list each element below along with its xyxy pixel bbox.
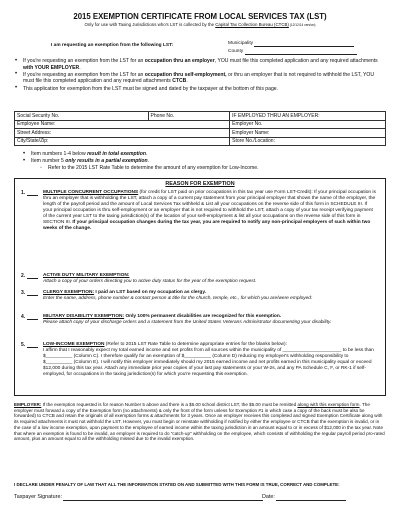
instruction-item: • If you're requesting an exemption from the LST for an occupation thru self-employment, or thru an employer that is not required to withhold the LST, YOU must file this completed application and any required attachments CTCB. — [14, 72, 386, 85]
county-field[interactable] — [245, 50, 357, 55]
form-title: 2015 EXEMPTION CERTIFICATE FROM LOCAL SERVICES TAX (LST) — [73, 12, 327, 21]
taxpayer-info-table — [14, 111, 386, 146]
reason-heading: LOW-INCOME EXEMPTION — [43, 342, 105, 347]
reason-item-1: 1. MULTIPLE CONCURRENT OCCUPATIONS (for credit for LST paid on prior occupations in this tax year use Form LST-Credit): If your principal occupation is thru an employer that is withholding the LST, attach a copy of a current pay statement from your principal employer that shows the name of the employer, the length of the payroll period and the amount of Local Services Tax withheld & List all your occupations on the reverse side of this form in SCHEDULE III. If your principal occupation is thru self-employment or an employer that is not required to withhold the LST, attach a copy of your tax receipt verifying payment of the current year LST to the taxing jurisdiction(s) of the location of your self-employment & list all your occupations on the reverse side of this form in SECTION III. If your principal occupation changes during the tax year, you are required to notify any non-principal employers of such within two weeks of the change. — [21, 190, 376, 231]
municipality-label: Municipality — [228, 41, 254, 46]
declaration: I DECLARE UNDER PENALTY OF LAW THAT ALL THE INFORMATION STATED ON AND SUBMITTED WITH THIS FORM IS TRUE, CORRECT AND COMPLETE: — [14, 482, 340, 487]
reason-checkbox-blank[interactable] — [27, 347, 38, 348]
reason-number: 4. — [21, 314, 26, 320]
request-label: I am requesting an exemption from the following LST: — [51, 43, 174, 48]
date-field[interactable] — [276, 495, 346, 501]
phone-cell[interactable]: Phone No. — [148, 112, 230, 121]
county-row — [228, 49, 357, 55]
reason-heading: MILITARY DISABILITY EXEMPTION: — [43, 314, 125, 319]
table-row — [15, 120, 386, 129]
items-note-subline: ◦ Refer to the 2015 LST Rate Table to determine the amount of any exemption for Low-Income. — [40, 165, 259, 172]
instruction-item: • If you're requesting an exemption from the LST for an occupation thru an employer, YOU must file this completed application and any required attachments with YOUR EMPLOYER. — [14, 58, 386, 71]
store-location-cell[interactable]: Store No./Location: — [230, 137, 386, 146]
city-state-zip-cell[interactable]: City/State/Zip: — [15, 137, 230, 146]
signature-field[interactable] — [63, 495, 263, 501]
municipality-field[interactable] — [254, 42, 354, 47]
employee-name-cell[interactable]: Employee Name: — [15, 120, 230, 129]
table-row — [15, 112, 386, 121]
street-address-cell[interactable]: Street Address: — [15, 129, 230, 138]
reason-item-5: 5. LOW-INCOME EXEMPTION (Refer to 2015 LST Rate Table to determine appropriate entries for the blanks below): I affirm that I reasonably expect my total earned income and net profits from all sources within the municipality of ______________________ to be less than $__________ (Column C). I therefore qualify for an exemption of $__________ (Column D) reducing my employer's withholding responsibility to $__________ (Column E). I will notify this employer immediately should my 2015 earned income and net profits earned in this municipality equal or exceed $12,000 during this tax year. Attach any immediate prior year copies of your last pay statements or your W-2s, and any PA Schedule C, F, or RK-1 if self-employed, for occupations in the taxing jurisdiction(s) for which you're requesting this exemption. — [21, 342, 374, 377]
table-row — [15, 129, 386, 138]
items-note-line: • Item numbers 1-4 below result in total exemption. — [22, 151, 382, 158]
signature-label: Taxpayer Signature: — [14, 494, 62, 500]
reason-number: 1. — [21, 190, 26, 196]
instructions-list — [14, 58, 386, 93]
reason-checkbox-blank[interactable] — [27, 278, 38, 279]
county-label: County — [228, 49, 244, 54]
reason-title: REASON FOR EXEMPTION — [165, 181, 235, 187]
table-row — [15, 137, 386, 146]
employer-instructions: EMPLOYER: If the exemption requested is for reason Number 5 above and there is a $5.00 school district LST, the $5.00 must be remitted along with this exemption form. The employer must forward a copy of the Exemption form (no attachments) & only the front of the form unless for Exemption #1 in which case a copy of the back must be also be forwarded) to CTCB and retain the originals of all exemption forms & attachments for 3 years. Once an employer receives this completed and signed Exemption Certificate along with its required attachments it must not withhold the LST. However, you must begin or reinstate withholding if notified by either the employee or CTCB that the exemption is invalid, or in the case of a low income exemption, upon payment to the employee of earned income within the taxing jurisdiction in an amount equal to or in excess of $12,000 in the tax year. Note that where an exemption is found to be invalid, an employer is required to do "catch-up" withholding on the employee, which consists of withholding the regular payroll period pro-rated amount, plus an amount equal to all the withholding missed due to the invalid exemption. — [14, 402, 385, 442]
reason-number: 2. — [21, 273, 26, 279]
reason-number: 3. — [21, 290, 26, 296]
reason-heading: CLERGY EXEMPTION: — [43, 290, 95, 295]
items-note — [22, 151, 382, 172]
reason-item-3: 3. CLERGY EXEMPTION: I paid an LST based on my occupation as clergy. Enter the name, address, phone number & contact person & title for the church, temple, etc., for which you are/were employed: — [21, 290, 313, 301]
date-row — [262, 494, 346, 501]
signature-row — [14, 494, 263, 501]
reason-item-4: 4. MILITARY DISABILITY EXEMPTION: Only 100% permanent disabilities are recognized for this exemption. Please attach copy of your discharge orders and a statement from the United States Veterans Administrator documenting your disability. — [21, 314, 332, 325]
reason-checkbox-blank[interactable] — [27, 295, 38, 296]
municipality-row — [228, 41, 354, 47]
instruction-item: • This application for exemption from the LST must be signed and dated by the taxpayer at the bottom of this page. — [14, 86, 386, 93]
employer-lead: EMPLOYER: — [14, 402, 42, 407]
reason-heading: ACTIVE DUTY MILITARY EXEMPTION: — [43, 273, 130, 278]
subtitle-bureau: Capital Tax Collection Bureau (CTCB) — [215, 22, 289, 27]
employer-no-cell[interactable]: Employer No. — [230, 120, 386, 129]
reason-item-2: 2. ACTIVE DUTY MILITARY EXEMPTION: Attach a copy of your orders directing you to active duty status for the year of the exemption request. — [21, 273, 377, 285]
reason-checkbox-blank[interactable] — [27, 319, 38, 320]
date-label: Date: — [262, 494, 275, 500]
form-subtitle — [0, 22, 400, 28]
employer-name-cell[interactable]: Employer Name: — [230, 129, 386, 138]
reason-number: 5. — [21, 342, 26, 348]
items-note-line: • Item number 5 only results in a partial exemption. — [22, 158, 382, 165]
employer-heading-cell: IF EMPLOYED THRU AN EMPLOYER: — [230, 112, 386, 121]
reason-heading: MULTIPLE CONCURRENT OCCUPATIONS — [43, 190, 139, 195]
reason-checkbox-blank[interactable] — [27, 195, 38, 196]
subtitle-version: (12/12/14 version) — [288, 23, 316, 27]
circle-bullet-icon: ◦ — [40, 165, 42, 172]
subtitle-text: Only for use with Taxing Jurisdictions who's LST is collected by the — [84, 22, 216, 27]
ssn-cell[interactable]: Social Security No. — [15, 112, 149, 121]
